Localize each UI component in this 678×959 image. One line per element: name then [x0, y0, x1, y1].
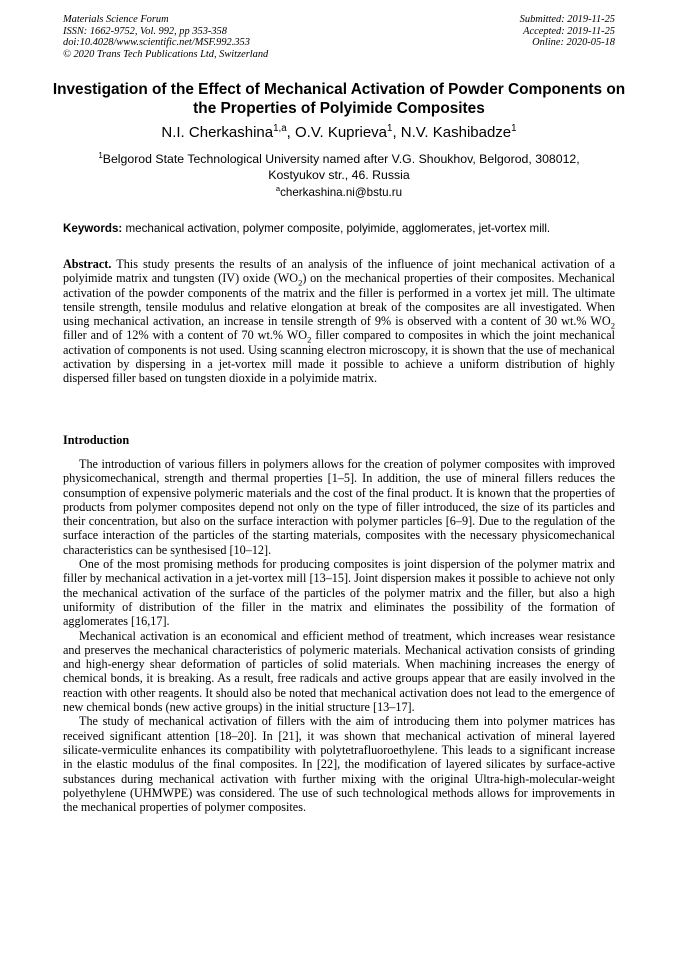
introduction-paragraph: The study of mechanical activation of fillers with the aim of introducing them into polymer matrices has received significant attention [18–20]. In [21], it was shown that mechanical activation of mineral layered silicate-vermiculite enhances its compatibility with polytetrafluoroethylene. This leads to a significant increase in the elastic modulus of the final composites. In [22], the modification of layered silicates by surface-active substances during mechanical activation with further mixing with the original Ultra-high-molecular-weight polyethylene (UHMWPE) was considered. The use of such technological methods allows for improvements in the mechanical properties of polymer composites. [63, 714, 615, 815]
abstract-subscript: 2 [298, 277, 303, 288]
author-affiliation-mark: 1 [387, 123, 393, 134]
abstract-label: Abstract. [63, 257, 112, 271]
author-separator: , [392, 124, 401, 141]
journal-issn: ISSN: 1662-9752, Vol. 992, pp 353-358 [63, 25, 227, 37]
email-address: cherkashina.ni@bstu.ru [280, 186, 403, 199]
author-name: N.I. Cherkashina [161, 124, 274, 141]
introduction-body [63, 457, 615, 814]
introduction-paragraph: Mechanical activation is an economical and efficient method of treatment, which increases wear resistance and preserves the mechanical characteristics of polymeric materials. Mechanical activation consists of grinding and high-energy shear deformation of particles of solid materials. When machining increases the energy of chemical bonds, it is breaking. As a result, free radicals and active groups appear that are easily involved in the reaction with other reagents. It should also be noted that mechanical activation does not lead to the emergence of new chemical bonds (new active groups) in the initial structure [13–17]. [63, 628, 615, 715]
abstract-subscript: 2 [610, 320, 615, 331]
affiliation-mark: 1 [98, 150, 103, 160]
keywords-label: Keywords: [63, 222, 123, 235]
affiliation-line-2: Kostyukov str., 46. Russia [268, 168, 410, 182]
journal-name: Materials Science Forum [63, 14, 169, 25]
journal-copyright: © 2020 Trans Tech Publications Ltd, Switzerland [63, 48, 269, 60]
abstract-text-3: filler and of 12% with a content of 70 wt.% WO [63, 328, 308, 343]
keywords [63, 222, 623, 236]
abstract [63, 257, 615, 386]
affiliation-line-1: Belgorod State Technological University named after V.G. Shoukhov, Belgorod, 308012, [102, 152, 580, 166]
online-date: Online: 2020-05-18 [532, 37, 615, 49]
contact-email [40, 186, 638, 200]
email-mark: a [275, 184, 281, 194]
author-separator: , [286, 124, 296, 141]
accepted-date: Accepted: 2019-11-25 [523, 25, 615, 37]
author-affiliation-mark: 1,a [273, 123, 287, 134]
abstract-text-1: This study presents the results of an analysis of the influence of joint mechanical activation of a polyimide matrix and tungsten (IV) oxide (WO [63, 257, 616, 286]
affiliation [60, 151, 618, 183]
abstract-text-2: ) on the mechanical properties of their composites. Mechanical activation of the powder components of the matrix and the filler is performed in a vortex jet mill. The ultimate tensile strength, tensile modulus and relative elongation at break of the composites are all investigated. When using mechanical activation, an increase in tensile strength of 9% is observed with a content of 30 wt.% WO [63, 271, 615, 329]
abstract-subscript: 2 [307, 334, 312, 345]
introduction-paragraph: One of the most promising methods for producing composites is joint dispersion of the polymer matrix and filler by mechanical activation in a jet-vortex mill [13–15]. Joint dispersion makes it possible to achieve not only the mechanical activation of the surface of the particles of the polymer matrix and the filler, but also a high uniformity of distribution of the filler in the matrix and eliminates the possibility of the formation of agglomerates [16,17]. [63, 557, 615, 629]
author-list [40, 124, 638, 142]
author-name: O.V. Kuprieva [295, 124, 388, 141]
paper-title: Investigation of the Effect of Mechanical Activation of Powder Components on the Properties of Polyimide Composites [52, 81, 626, 117]
keywords-text: mechanical activation, polymer composite, polyimide, agglomerates, jet-vortex mill. [125, 222, 551, 235]
submission-dates [520, 14, 615, 49]
author-affiliation-mark: 1 [511, 123, 517, 134]
journal-doi: doi:10.4028/www.scientific.net/MSF.992.353 [63, 37, 250, 49]
abstract-text-4: filler compared to composites in which the joint mechanical activation of components is not used. Using scanning electron microscopy, it is shown that the use of mechanical activation by dispersing in a jet-vortex mill made it possible to achieve a uniform distribution of highly dispersed filler based on tungsten dioxide in a polyimide matrix. [63, 328, 615, 386]
author-name: N.V. Kashibadze [400, 124, 512, 141]
journal-info [63, 14, 268, 60]
introduction-heading: Introduction [63, 433, 130, 447]
introduction-paragraph: The introduction of various fillers in polymers allows for the creation of polymer composites with improved physicomechanical, strength and thermal properties [1–5]. In addition, the use of mineral fillers reduces the consumption of expensive polymeric materials and the cost of the final product. It is known that the properties of products from polymer composites depend not only on the type of filler introduced, the size of its particles and their concentration, but also on the surface interaction with polymer particles [6–9]. Due to the regulation of the surface interaction of the particles of the starting materials, composites with the necessary physicomechanical characteristics can be synthesised [10–12]. [63, 457, 615, 557]
submitted-date: Submitted: 2019-11-25 [519, 14, 615, 25]
